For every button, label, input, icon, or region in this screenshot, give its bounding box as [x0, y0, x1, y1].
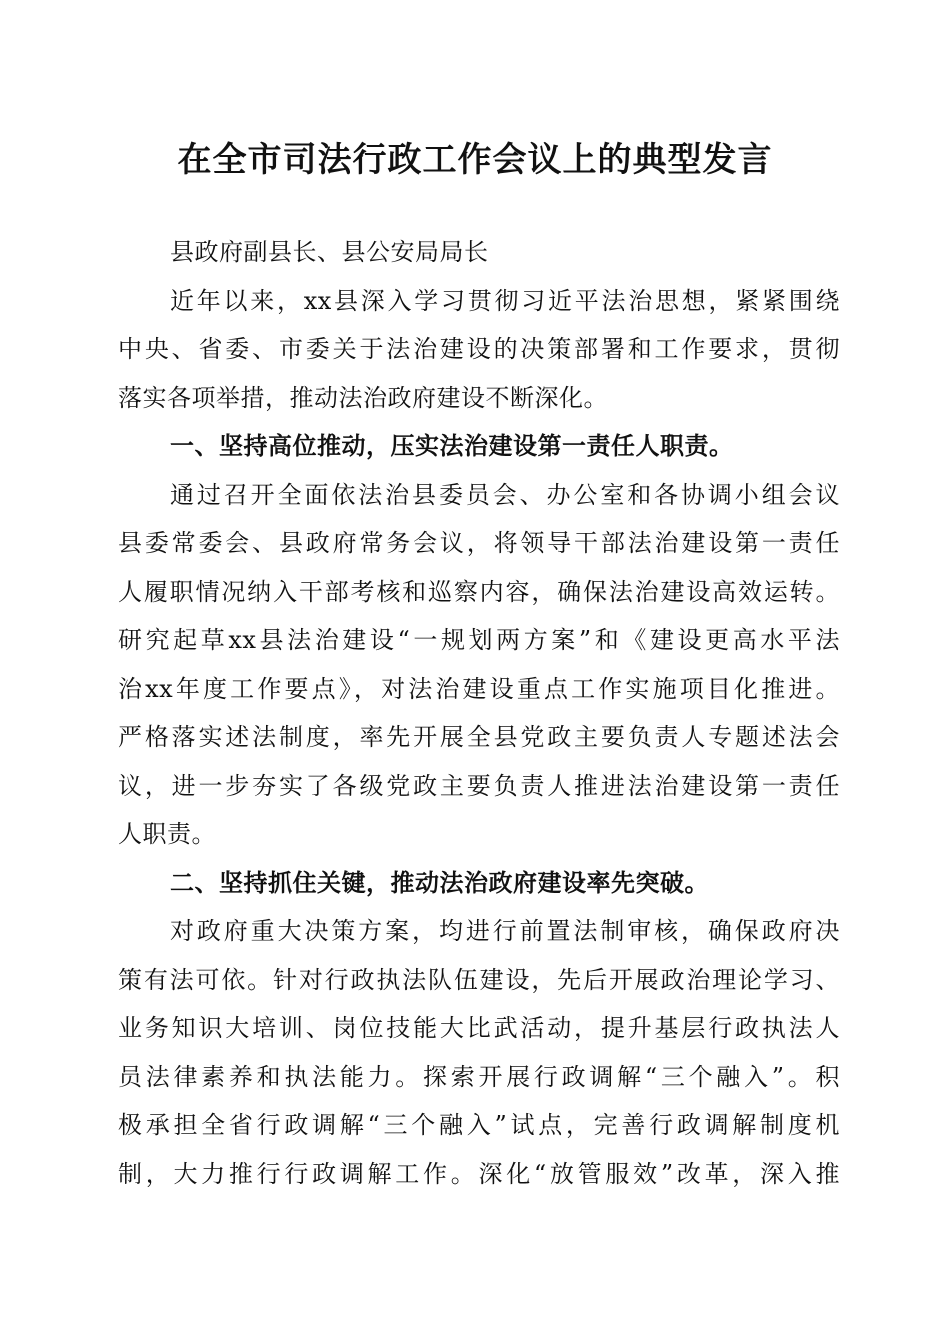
paragraph-line: 业务知识大培训、岗位技能大比武活动，提升基层行政执法人: [118, 1014, 840, 1042]
document-title: 在全市司法行政工作会议上的典型发言: [177, 140, 773, 180]
author-line: 县政府副县长、县公安局局长: [170, 238, 489, 266]
section-heading: 二、坚持抓住关键，推动法治政府建设率先突破。: [170, 868, 709, 897]
paragraph-line: 人职责。: [118, 820, 216, 848]
paragraph-line: 策有法可依。针对行政执法队伍建设，先后开展政治理论学习、: [118, 965, 840, 994]
paragraph-line: 议，进一步夯实了各级党政主要负责人推进法治建设第一责任: [118, 771, 840, 800]
paragraph-line: 通过召开全面依法治县委员会、办公室和各协调小组会议: [170, 480, 840, 509]
section-heading: 一、坚持高位推动，压实法治建设第一责任人职责。: [170, 432, 734, 460]
paragraph-line: 人履职情况纳入干部考核和巡察内容，确保法治建设高效运转。: [118, 577, 840, 606]
paragraph-line: 对政府重大决策方案，均进行前置法制审核，确保政府决: [170, 917, 840, 945]
paragraph-line: 治xx年度工作要点》，对法治建设重点工作实施项目化推进。: [118, 674, 840, 703]
paragraph-line: 员法律素养和执法能力。探索开展行政调解“三个融入”。积: [118, 1062, 840, 1091]
paragraph-line: 近年以来，xx县深入学习贯彻习近平法治思想，紧紧围绕: [170, 286, 840, 315]
paragraph-line: 落实各项举措，推动法治政府建设不断深化。: [118, 383, 608, 412]
paragraph-line: 中央、省委、市委关于法治建设的决策部署和工作要求，贯彻: [118, 335, 840, 363]
paragraph-line: 制，大力推行行政调解工作。深化“放管服效”改革，深入推: [118, 1159, 840, 1188]
paragraph-line: 县委常委会、县政府常务会议，将领导干部法治建设第一责任: [118, 529, 840, 557]
paragraph-line: 极承担全省行政调解“三个融入”试点，完善行政调解制度机: [118, 1111, 840, 1139]
paragraph-line: 严格落实述法制度，率先开展全县党政主要负责人专题述法会: [118, 723, 840, 751]
paragraph-line: 研究起草xx县法治建设“一规划两方案”和《建设更高水平法: [118, 626, 840, 654]
document-body: [118, 228, 840, 1198]
